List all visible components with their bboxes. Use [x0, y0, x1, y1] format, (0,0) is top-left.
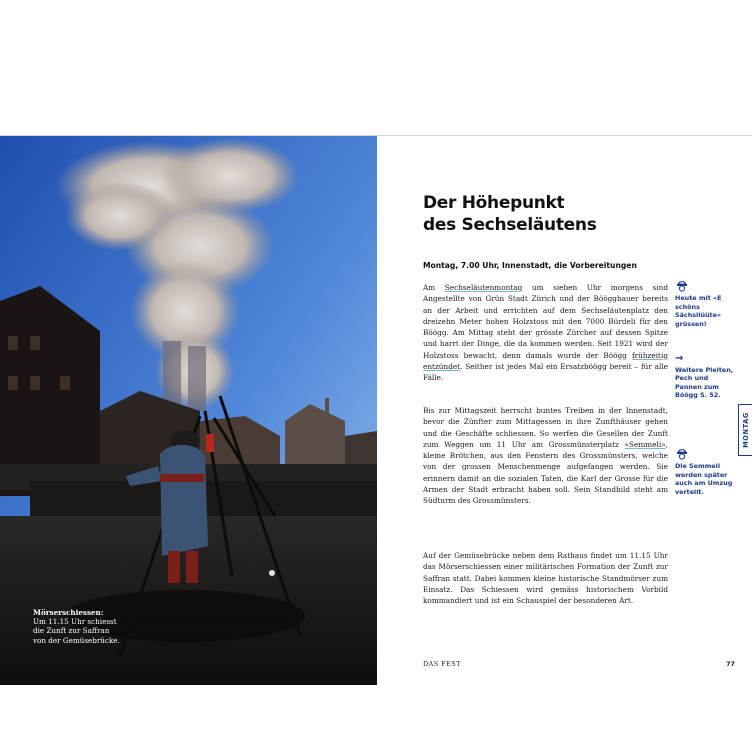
- paragraph-1: Am Sechseläutenmontag um sieben Uhr morgens sind Angestellte von Grün Stadt Zürich und der Bööggbauer bereits an der Arbeit und errichten auf dem Sechseläutenplatz den dreizehn Meter hohen Holzstoss mit den 7000 Bürdeli für den Böögg. Am Mittag steht der grösste Zürcher auf dessen Spitze und harrt der Dinge, die da kommen werden. Seit 1921 wird der Holzstoss bewacht, denn damals wurde der Böögg frühzeitig entzündet. Seither ist jedes Mal ein Ersatzböögg bereit – für alle Fälle.: [423, 283, 668, 383]
- crossref-link[interactable]: Weitere Pleiten, Pech und Pannen zum Böögg S. 52.: [675, 365, 734, 400]
- text-page: [377, 136, 752, 685]
- tower: [188, 346, 206, 411]
- book-spread: [0, 135, 752, 685]
- arrow-right-icon: →: [675, 353, 684, 364]
- link-sechselaeutenmontag[interactable]: Sechseläutenmontag: [444, 283, 523, 292]
- paragraph-3: Auf der Gemüsebrücke neben dem Rathaus findet um 11.15 Uhr das Mörserschiessen einer militärischen Formation der Zunft zur Saffran statt. Dabei kommen kleine historische Standmörser zum Einsatz. Das Schiessen wird gemäss historischem Vorbild kommandiert und ist ein Schauspiel der besonderen Art.: [423, 551, 668, 606]
- headline-line-2: des Sechseläutens: [423, 215, 597, 235]
- page-title: [423, 192, 663, 236]
- photo-mortar-firing: [0, 136, 377, 685]
- caption-title: Mörserschiessen:: [33, 608, 104, 617]
- zunft-hat-icon: [675, 279, 689, 292]
- headline-line-1: Der Höhepunkt: [423, 193, 565, 213]
- footer-section: DAS FEST: [423, 660, 461, 668]
- link-fruehzeitig-entzuendet[interactable]: frühzeitig entzündet: [423, 350, 668, 372]
- page-number: 77: [726, 660, 735, 668]
- sidenote-crossref: [675, 355, 735, 400]
- link-semmeli[interactable]: «Semmeli»: [624, 439, 666, 449]
- section-subhead: Montag, 7.00 Uhr, Innenstadt, die Vorbereitungen: [423, 261, 637, 270]
- sidenote-greeting: Heute mit «E schöns Sächsilüüte» grüssen!: [675, 279, 735, 328]
- tab-montag[interactable]: [738, 404, 752, 456]
- caption-text: Um 11.15 Uhr schiesst die Zunft zur Saffran von der Gemüsebrücke.: [33, 617, 120, 645]
- tab-label: MONTAG: [741, 412, 750, 448]
- sidenote-semmeli: Die Semmeli werden später auch am Umzug verteilt.: [675, 447, 735, 496]
- paragraph-2: Bis zur Mittagszeit herrscht buntes Treiben in der Innenstadt, bevor die Zünfter zum Mittagessen in ihre Zunfthäuser gehen und die Geschäfte schliessen. So werfen die Gesellen der Zunft zum Weggen um 11 Uhr am Grossmünsterplatz «Semmeli», kleine Brötchen, aus den Fenstern des Grossmünsters, welche von der grossen Menschenmenge aufgefangen werden. Sie erinnern damit an die sozialen Taten, die Karl der Grosse für die Armen der Stadt erbracht haben soll. Sein Standbild steht am Südturm des Grossmünsters.: [423, 406, 668, 506]
- photo-caption: [33, 608, 123, 645]
- zunft-hat-icon: [675, 447, 689, 460]
